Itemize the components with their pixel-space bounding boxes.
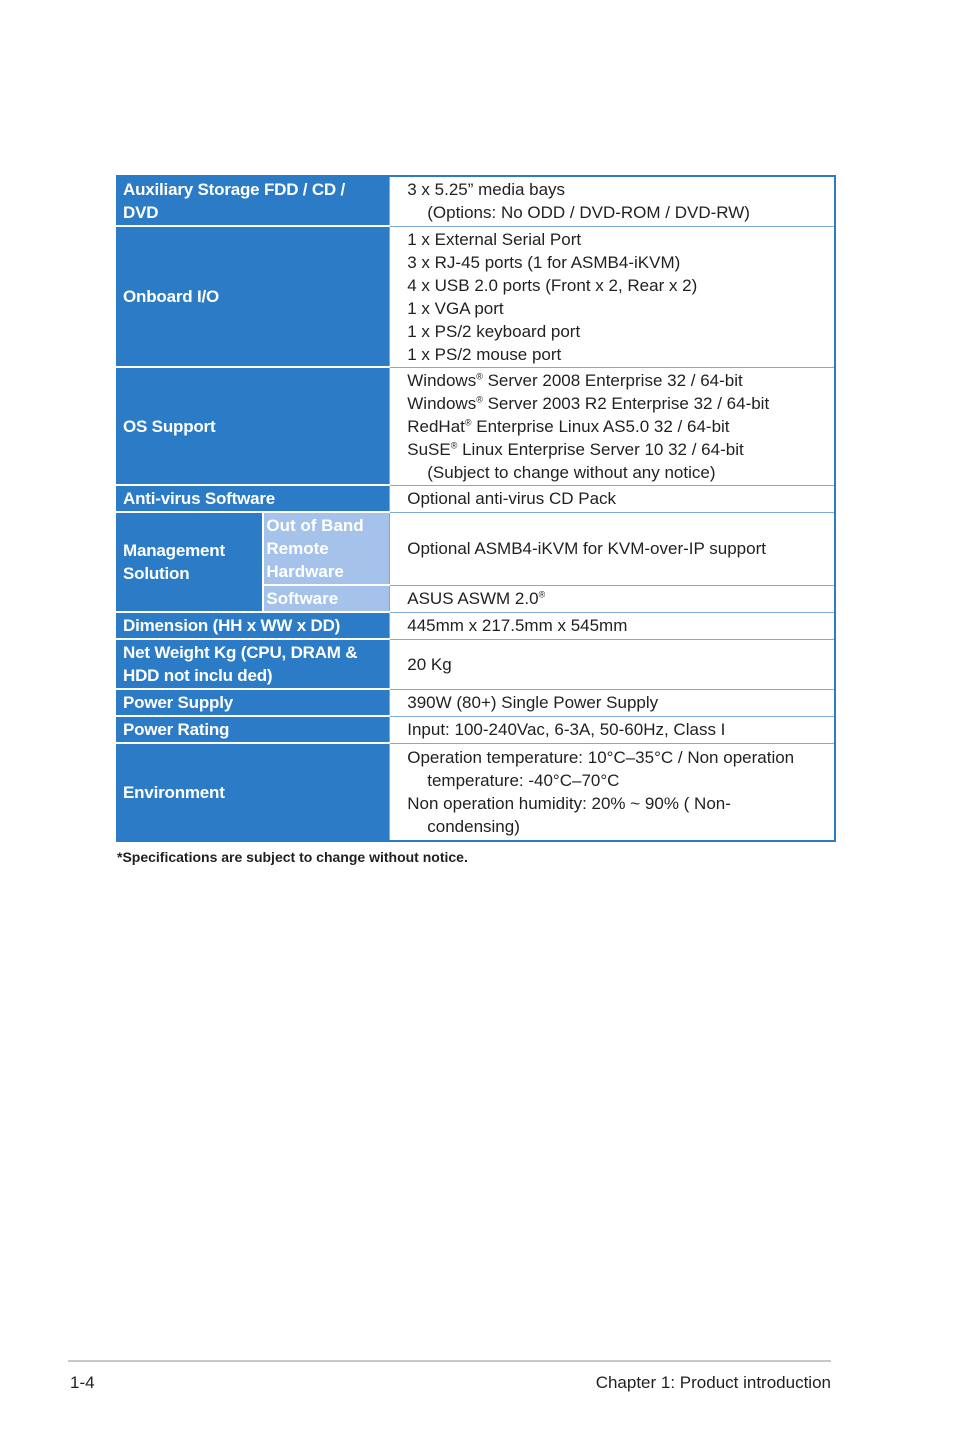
env-line-1: Operation temperature: 10°C–35°C / Non operation — [407, 747, 795, 767]
onboard-line-5: 1 x PS/2 keyboard port — [407, 321, 581, 341]
label-power-rating: Power Rating — [117, 716, 390, 743]
specifications-note: *Specifications are subject to change without notice. — [117, 849, 468, 865]
value-dimension: 445mm x 217.5mm x 545mm — [390, 612, 835, 639]
label-antivirus: Anti-virus Software — [117, 485, 390, 512]
os-version-text: Server 2008 Enterprise 32 / 64-bit — [482, 370, 743, 390]
env-line-3: Non operation humidity: 20% ~ 90% ( Non- — [407, 793, 731, 813]
row-power-supply — [117, 689, 835, 716]
label-dimension: Dimension (HH x WW x DD) — [117, 612, 390, 639]
os-line-1 — [407, 369, 829, 392]
value-antivirus: Optional anti-virus CD Pack — [390, 485, 835, 512]
os-name-windows: Windows — [407, 393, 477, 413]
label-environment: Environment — [117, 743, 390, 841]
registered-mark: ® — [538, 589, 546, 600]
page-number: 1-4 — [70, 1373, 95, 1392]
os-version-text: Server 2003 R2 Enterprise 32 / 64-bit — [482, 393, 770, 413]
onboard-line-6: 1 x PS/2 mouse port — [407, 344, 562, 364]
onboard-line-2: 3 x RJ-45 ports (1 for ASMB4-iKVM) — [407, 252, 681, 272]
row-environment — [117, 743, 835, 841]
software-name: ASUS ASWM 2.0 — [407, 589, 539, 608]
registered-mark: ® — [450, 439, 458, 450]
onboard-line-4: 1 x VGA port — [407, 298, 504, 318]
chapter-title: Chapter 1: Product introduction — [595, 1373, 831, 1392]
footer-divider — [68, 1360, 831, 1362]
label-power-supply: Power Supply — [117, 689, 390, 716]
os-line-2 — [407, 392, 829, 415]
os-name-windows: Windows — [407, 370, 477, 390]
registered-mark: ® — [464, 416, 472, 427]
row-os-support — [117, 367, 835, 485]
row-antivirus — [117, 485, 835, 512]
os-name-suse: SuSE — [407, 439, 451, 459]
value-power-supply: 390W (80+) Single Power Supply — [390, 689, 835, 716]
row-dimension — [117, 612, 835, 639]
registered-mark: ® — [476, 393, 483, 404]
specifications-table — [116, 175, 836, 842]
value-environment — [390, 743, 835, 841]
label-auxiliary-storage: Auxiliary Storage FDD / CD / DVD — [117, 176, 390, 226]
os-version-text: Enterprise Linux AS5.0 32 / 64-bit — [471, 416, 730, 436]
label-out-of-band: Out of Band Remote Hardware — [263, 512, 389, 585]
row-net-weight — [117, 639, 835, 689]
aux-line-1: 3 x 5.25” media bays — [407, 180, 566, 200]
os-line-3 — [407, 415, 829, 438]
row-power-rating — [117, 716, 835, 743]
value-software — [390, 585, 835, 612]
row-auxiliary-storage — [117, 176, 835, 226]
label-net-weight: Net Weight Kg (CPU, DRAM & HDD not inclu ded) — [117, 639, 390, 689]
onboard-line-3: 4 x USB 2.0 ports (Front x 2, Rear x 2) — [407, 275, 698, 295]
row-onboard-io — [117, 226, 835, 367]
value-onboard-io — [390, 226, 835, 367]
aux-line-2: (Options: No ODD / DVD-ROM / DVD-RW) — [427, 203, 750, 223]
value-power-rating: Input: 100-240Vac, 6-3A, 50-60Hz, Class I — [390, 716, 835, 743]
value-net-weight: 20 Kg — [390, 639, 835, 689]
env-line-2: temperature: -40°C–70°C — [427, 770, 620, 790]
os-line-5: (Subject to change without any notice) — [427, 462, 716, 482]
registered-mark: ® — [476, 370, 483, 381]
os-line-4 — [407, 438, 829, 461]
value-os-support — [390, 367, 835, 485]
onboard-line-1: 1 x External Serial Port — [407, 229, 582, 249]
label-management-solution: Management Solution — [117, 512, 263, 612]
value-out-of-band: Optional ASMB4-iKVM for KVM-over-IP support — [390, 512, 835, 585]
env-line-4: condensing) — [427, 816, 520, 836]
label-software: Software — [263, 585, 389, 612]
label-os-support: OS Support — [117, 367, 390, 485]
label-onboard-io: Onboard I/O — [117, 226, 390, 367]
os-version-text: Linux Enterprise Server 10 32 / 64-bit — [457, 439, 744, 459]
value-auxiliary-storage — [390, 176, 835, 226]
os-name-redhat: RedHat — [407, 416, 465, 436]
row-management-oob — [117, 512, 835, 585]
